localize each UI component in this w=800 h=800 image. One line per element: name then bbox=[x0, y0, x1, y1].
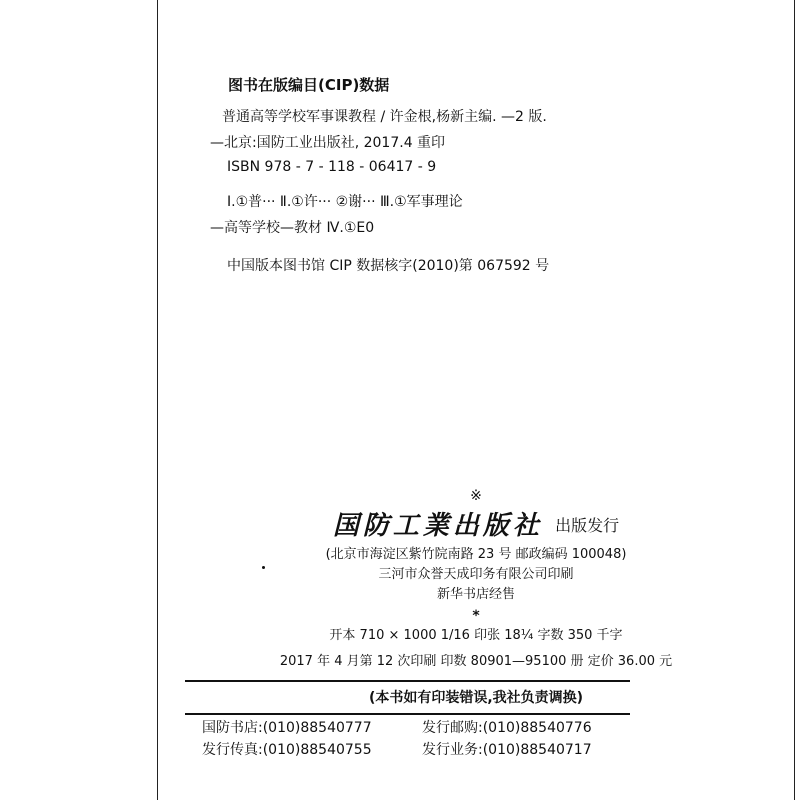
publisher-logo: 国防工業出版社 bbox=[332, 511, 543, 541]
printing-line: 2017 年 4 月第 12 次印刷 印数 80901—95100 册 定价 36.00 元 bbox=[279, 654, 673, 669]
publisher-logo-row bbox=[157, 508, 795, 544]
contact-label: 发行邮购: bbox=[422, 720, 483, 736]
cip-heading: 图书在版编目(CIP)数据 bbox=[228, 76, 390, 94]
publisher-address: (北京市海淀区紫竹院南路 23 号 邮政编码 100048) bbox=[325, 547, 627, 562]
publisher-suffix: 出版发行 bbox=[555, 516, 620, 535]
dot-mark: * bbox=[472, 608, 480, 624]
contact-label: 国防书店: bbox=[202, 720, 263, 736]
separator-mark: ※ bbox=[470, 488, 482, 504]
contact-business bbox=[422, 741, 592, 759]
cip-subjects-line-1: Ⅰ.①普··· Ⅱ.①许··· ②谢··· Ⅲ.①军事理论 bbox=[227, 194, 463, 210]
distributor: 新华书店经售 bbox=[436, 587, 515, 602]
contact-label: 发行业务: bbox=[422, 742, 483, 758]
cip-title-line: 普通高等学校军事课教程 / 许金根,杨新主编. —2 版. bbox=[222, 109, 547, 125]
cip-subjects-line-2: —高等学校—教材 Ⅳ.①E0 bbox=[210, 220, 375, 236]
divider-bottom bbox=[185, 713, 630, 715]
divider-top bbox=[185, 680, 630, 682]
contact-bookstore bbox=[202, 719, 372, 737]
cip-number: 中国版本图书馆 CIP 数据核字(2010)第 067592 号 bbox=[227, 258, 550, 274]
contact-mail-order bbox=[422, 719, 592, 737]
contact-fax bbox=[202, 741, 372, 759]
printer: 三河市众誉天成印务有限公司印刷 bbox=[378, 567, 574, 582]
cip-publisher-line: —北京:国防工业出版社, 2017.4 重印 bbox=[210, 135, 446, 151]
contact-value: (010)88540776 bbox=[482, 720, 592, 736]
contact-label: 发行传真: bbox=[202, 742, 263, 758]
contact-value: (010)88540777 bbox=[262, 720, 372, 736]
notice: (本书如有印装错误,我社负责调换) bbox=[368, 690, 584, 706]
cip-isbn: ISBN 978 - 7 - 118 - 06417 - 9 bbox=[227, 159, 437, 175]
contact-value: (010)88540755 bbox=[262, 742, 372, 758]
format-line: 开本 710 × 1000 1/16 印张 18¼ 字数 350 千字 bbox=[329, 628, 623, 643]
contact-value: (010)88540717 bbox=[482, 742, 592, 758]
